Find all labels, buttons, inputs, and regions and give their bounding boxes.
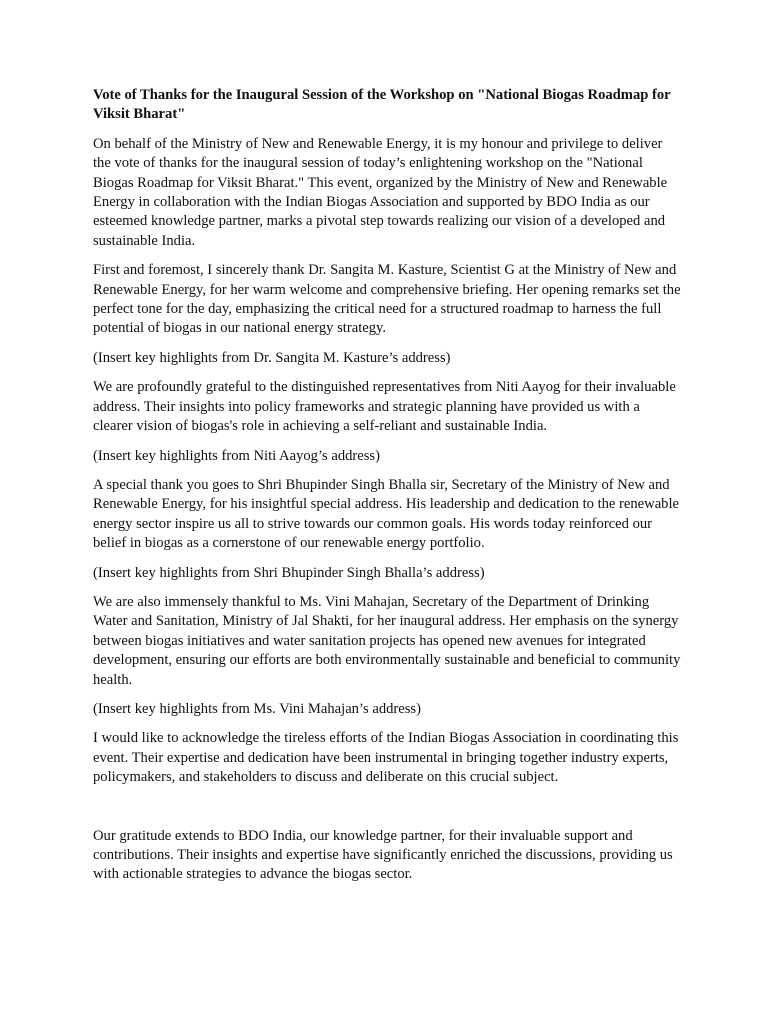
paragraph-spacer (93, 798, 683, 827)
document-page (93, 86, 683, 895)
paragraph-thanks-niti-aayog: We are profoundly grateful to the distinguished representatives from Niti Aayog for their invaluable address. Their insights into policy frameworks and strategic planning have provided us with a clearer vision of biogas's role in achieving a self-reliant and sustainable India. (93, 379, 676, 435)
placeholder-niti-aayog-highlights: (Insert key highlights from Niti Aayog’s address) (93, 447, 380, 464)
paragraph-thanks-biogas-association: I would like to acknowledge the tireless efforts of the Indian Biogas Association in coordinating this event. Their expertise and dedication have been instrumental in bringing together industry experts, policymakers, and stakeholders to discuss and deliberate on this crucial subject. (93, 730, 679, 786)
paragraph-intro: On behalf of the Ministry of New and Renewable Energy, it is my honour and privilege to deliver the vote of thanks for the inaugural session of today’s enlightening workshop on the "National Biogas Roadmap for Viksit Bharat." This event, organized by the Ministry of New and Renewable Energy in collaboration with the Indian Biogas Association and supported by BDO India as our esteemed knowledge partner, marks a pivotal step towards realizing our vision of a developed and sustainable India. (93, 135, 668, 249)
paragraph-thanks-bhalla: A special thank you goes to Shri Bhupinder Singh Bhalla sir, Secretary of the Ministry of New and Renewable Energy, for his insightful special address. His leadership and dedication to the renewable energy sector inspire us all to strive towards our common goals. His words today reinforced our belief in biogas as a cornerstone of our renewable energy portfolio. (93, 476, 680, 552)
paragraph-thanks-kasture: First and foremost, I sincerely thank Dr. Sangita M. Kasture, Scientist G at the Ministry of New and Renewable Energy, for her warm welcome and comprehensive briefing. Her opening remarks set the perfect tone for the day, emphasizing the critical need for a structured roadmap to harness the full potential of biogas in our national energy strategy. (93, 262, 681, 337)
paragraph-thanks-mahajan: We are also immensely thankful to Ms. Vini Mahajan, Secretary of the Department of Drinking Water and Sanitation, Ministry of Jal Shakti, for her inaugural address. Her emphasis on the synergy between biogas initiatives and water sanitation projects has opened new avenues for integrated development, ensuring our efforts are both environmentally sustainable and beneficial to community health. (93, 593, 681, 688)
paragraph-thanks-bdo-india: Our gratitude extends to BDO India, our knowledge partner, for their invaluable support and contributions. Their insights and expertise have significantly enriched the discussions, providing us with actionable strategies to advance the biogas sector. (93, 827, 673, 883)
placeholder-mahajan-highlights: (Insert key highlights from Ms. Vini Mahajan’s address) (93, 700, 421, 717)
document-title: Vote of Thanks for the Inaugural Session of the Workshop on "National Biogas Roadmap for Viksit Bharat" (93, 87, 671, 123)
placeholder-kasture-highlights: (Insert key highlights from Dr. Sangita M. Kasture’s address) (93, 349, 451, 366)
placeholder-bhalla-highlights: (Insert key highlights from Shri Bhupinder Singh Bhalla’s address) (93, 564, 485, 581)
